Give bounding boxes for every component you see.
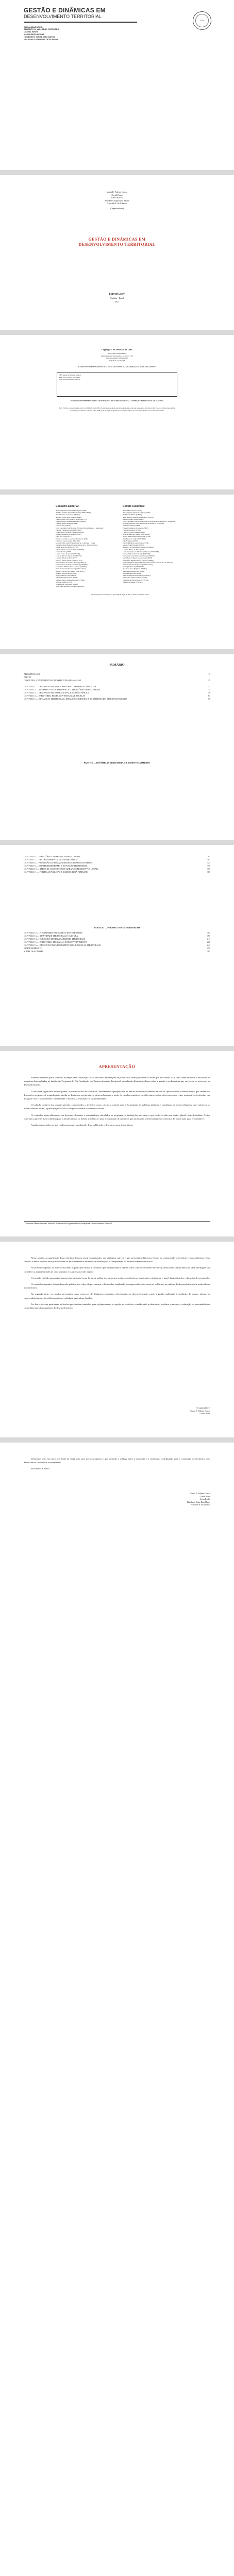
- page-gap: [0, 649, 234, 654]
- council-member: Fernando Antônio Gonçalves Alcoforado (IPB): [56, 537, 88, 540]
- continuation-body: [24, 1256, 210, 1312]
- page-gap: [0, 170, 234, 175]
- toc-entry-page: 91: [208, 855, 210, 858]
- signature-line: Caetal Brum: [199, 1412, 210, 1415]
- isbn-digital: ISBN Digital 978-65-251-0000-0: [59, 374, 81, 376]
- toc-entry-page: 167: [207, 871, 210, 873]
- toc-entry-label: CAPÍTULO 2 — A PERSPECTIVA TERRITORIAL E O TERRITÓRIO EM SEU DEBATE: [24, 688, 101, 691]
- publisher-city: Curitiba - Brasil: [110, 297, 124, 299]
- publisher-name: EDITORA CRV: [109, 293, 125, 295]
- committee-member: Altair Alberto Fávero (UPF): [123, 510, 142, 512]
- committee-member: Maria Lília Imbiriba Sousa Colares (UFOPA): [123, 559, 154, 562]
- council-member: Francisco Carlos Duarte (PUC-PR): [56, 539, 80, 542]
- council-member: Elizeu Clementino de Souza (UNEB): [56, 533, 81, 536]
- paragraph: O segundo capítulo apresenta a perspectiva territorial como forma de análise dos processos sociais, econômicos e ambientais, enfatizando o papel das instituições e das redes de cooperação.: [31, 1276, 210, 1279]
- digital-note: ESTA OBRA TAMBÉM ENCONTRA-SE DISPONÍVEL EM FORMATO DIGITAL. CONHEÇA E BAIXE NOSSO APLICATIVO!: [71, 400, 163, 402]
- toc-part-2: [24, 855, 210, 874]
- toc-entry[interactable]: [24, 698, 210, 701]
- page-gap: [0, 1046, 234, 1051]
- presentation-page: [0, 1051, 234, 1236]
- scientific-committee-list: [123, 510, 185, 583]
- organizers-list: [24, 28, 137, 41]
- toc-entry-label: CAPÍTULO 16 — DESENVOLVIMENTO SUSTENTÁVEL E ESCALAS TERRITORIAIS: [24, 944, 101, 946]
- toc-entry-label: PARTE I: [24, 676, 31, 679]
- toc-entry-label: CAPÍTULO 7 — GESTÃO AMBIENTAL NOS TERRITÓRIOS: [24, 858, 78, 861]
- closing-body: [24, 1457, 210, 1473]
- toc-entry-label: CAPÍTULO 4 — TERRITÓRIO, REDES, GOVERNANÇA E ESCALAS: [24, 694, 86, 697]
- toc-entry-page: 183: [207, 931, 210, 934]
- committee-member: Simone Rodrigues Pinto (UNB): [123, 570, 145, 572]
- council-member: Cesar Gerónimo Tello (Univer. Nacional Três de Febrero - Argentina): [56, 527, 103, 529]
- seal-text: CRV: [195, 14, 209, 27]
- toc-entry-label: SOBRE OS AUTORES: [24, 950, 44, 953]
- author-name: Caetal Brum: [111, 193, 123, 196]
- toc-entry-page: 11: [208, 673, 210, 675]
- scientific-committee-title: Comitê Científico:: [123, 505, 145, 508]
- committee-member: Silvia Regina Canan (URI): [123, 572, 141, 574]
- catalog-card: [57, 372, 177, 397]
- page-gap: [0, 1437, 234, 1443]
- council-member: Jailson Alves dos Santos (UFRJ): [56, 546, 78, 549]
- toc-page-2: [0, 845, 234, 1046]
- toc-entry-label: CAPÍTULO 13 — IDENTIDADE TERRITORIAL E CULTURA: [24, 935, 78, 937]
- continuation-signature: [155, 1406, 210, 1415]
- toc-entry-page: 107: [207, 858, 210, 861]
- signature-line: Humberto Jorge Dias Matos: [187, 1500, 210, 1503]
- toc-entry-page: 259: [207, 947, 210, 950]
- committee-member: Míguel Ángel Rodríguez Macías (Universidade Complutense de Madrid): [123, 561, 173, 564]
- council-member: Maria Cristina dos Santos Bezerra (UFSCar): [56, 561, 87, 564]
- toc-entry-page: 17: [208, 685, 210, 688]
- signature-line: Maria E. Valente Garcia: [190, 1409, 210, 1412]
- committee-member: Vânia Alves Martins Chaigar (FURG): [123, 579, 149, 581]
- committee-member: Vera Lucia Gaspar (UDESC): [123, 581, 143, 583]
- committee-member: Sonia Maria Ferreira Koehler (UNISAL): [123, 574, 151, 577]
- organizer-name: FRANCIELE FERREIRA DE ALMEIDA: [24, 39, 58, 41]
- toc-entry-label: CAPÍTULO 10 — REDES DE COOPERAÇÃO E ARRANJOS PRODUTIVOS LOCAIS: [24, 868, 98, 870]
- toc-entry-label: CAPÍTULO 8 — PRODUÇÃO DO ESPAÇO URBANO E DESENVOLVIMENTO: [24, 861, 93, 864]
- presentation-title: APRESENTAÇÃO: [98, 1064, 136, 1069]
- catalog-page: [0, 335, 234, 489]
- toc-part-3-title: PARTE III — PERSPECTIVAS TERRITORIAIS: [94, 926, 140, 929]
- toc-entry-label: CAPÍTULO 12 — PLANEJAMENTO E GESTÃO DO TERRITÓRIO: [24, 931, 82, 934]
- committee-member: Eliane Rose Maio (UEM): [123, 524, 140, 527]
- council-member: Maria Lília Imbiriba Sousa Colares (UFOPA): [56, 566, 87, 568]
- toc-entry-page: 49: [208, 691, 210, 694]
- committee-member: Elizeu Clementino de Souza (UNEB): [123, 527, 148, 529]
- toc-entry-label: CAPÍTULO 14 — TURISMO E DESENVOLVIMENTO TERRITORIAL: [24, 938, 86, 940]
- toc-entry-page: 15: [208, 679, 210, 682]
- committee-member: Fauston Negreiros (UFPI): [123, 529, 141, 531]
- closing-signature: [155, 1492, 210, 1506]
- committee-member: Kilwangy Kya Kapitango-a-Samba (Unemat): [123, 546, 154, 549]
- paragraph: Boa leitura a todos!: [31, 1467, 50, 1470]
- toc-entry-label: CAPÍTULO 1 — DESENVOLVIMENTO TERRITORIAL: TEORIAS E CONCEITOS: [24, 685, 96, 688]
- toc-entry-label: APRESENTAÇÃO: [24, 673, 40, 675]
- council-member: Rodrigo Pratte-Santos (UFES): [56, 572, 77, 574]
- toc-part-2-title: PARTE II — DINÂMICAS TERRITORIAIS E DESENVOLVIMENTO: [83, 761, 151, 764]
- signature-line: Os organizadores: [196, 1406, 210, 1409]
- council-member: Tadeu Oliver Gonçalves (UFPA): [56, 583, 78, 585]
- council-member: Sydione Santos (UEPG): [56, 581, 73, 583]
- toc-entry[interactable]: [24, 950, 210, 953]
- committee-member: Diosnel Centurion (Univ Autónoma de Assunção - Paraguai): [123, 522, 164, 525]
- council-member: Sérgio Nunes de Jesus (IFRO): [56, 574, 77, 577]
- title-page: [0, 175, 234, 330]
- council-member: Élsio José Corá (UFFS): [56, 535, 72, 538]
- credit-line: Editor-chefe: Railson Moura: [107, 352, 127, 354]
- signature-line: Caetal Brum: [199, 1495, 210, 1498]
- committee-member: Jussara Fraga Portugal (UNEB): [123, 544, 144, 547]
- toc-part-3: [24, 931, 210, 953]
- paragraph: A obra está organizada em três partes. A primeira trata dos conceitos, fundamentos e perspectivas de análise do desenvolvimento territorial, apresentando o debate teórico que sustenta as discussões seguintes. A segunda parte aborda as dinâmicas territoriais e o desenvolvimento a partir de estudos empíricos em diferentes escalas. A terceira parte reúne perspectivas territoriais que dialogam com o planejamento, a identidade, o turismo, a educação e a sustentabilidade.: [24, 1090, 210, 1100]
- committee-member: Francisco Ari de Andrade (UFC): [123, 531, 145, 534]
- author-names: [0, 191, 234, 205]
- toc-entry-label: CAPÍTULO 5 — DINÂMICAS TERRITORIAIS, ESPAÇO GEOGRÁFICO E AS APTIDÕES DO DESENVOLVIMENTO: [24, 698, 127, 700]
- council-member: Aldira Guimarães Duarte Domínguez (UNB): [56, 510, 87, 512]
- council-member: Solange Helena Ximenes-Rocha (UFOPA): [56, 579, 85, 581]
- council-member: Gloria Fariñas León (Universidade de La Havana - Cuba): [56, 542, 95, 545]
- toc-entry-label: CAPÍTULO 15 — TERRITÓRIO, EDUCAÇÃO E DESENVOLVIMENTO: [24, 941, 87, 943]
- committee-member: José de Ribamar Sousa Pereira (UCB): [123, 542, 149, 545]
- council-member: Guillermo Arias Beatón (Universidade de La Havana - Cuba): [56, 544, 97, 547]
- toc-entry-page: 197: [207, 935, 210, 937]
- toc-entry-page: 211: [207, 938, 210, 940]
- legal-footer: 2021. Foi feito o depósito legal conf. Lei 10.994 de 14/12/2004. Proibida a reprodução parcial ou total desta obra sem autorização da Editora CRV. Todos os direitos desta edição reservados pela: Editora CRV. Tel.: (41) 3039-6418 - E-mail: sac@editoracrv.com.br. Conheça os nossos lançamentos: www.editoracrv.com.br: [58, 407, 176, 412]
- organizer-name: BENEDITO A. VALLADÃO PERRUTRO: [24, 28, 59, 30]
- committee-member: Marcos Vinicius Francisco (UNOESTE): [123, 553, 151, 555]
- council-member: Simone Rodrigues Pinto (UNB): [56, 577, 78, 579]
- toc-entry-page: 139: [207, 865, 210, 867]
- council-member: João Adalberto Campato Junior (UNESP): [56, 548, 85, 551]
- book-title: GESTÃO E DINÂMICAS EM DESENVOLVIMENTO TERRITORIAL: [78, 237, 156, 247]
- toc-title: SUMÁRIO: [109, 664, 125, 667]
- committee-member: Maria de Lourdes Pinto de Almeida (UNOESC): [123, 555, 156, 557]
- committee-member: Ana Chrystina Venancio Mignot (UERJ): [123, 512, 151, 514]
- scientific-committee: [123, 505, 185, 583]
- toc-entry-label: ÍNDICE REMISSIVO: [24, 947, 43, 950]
- organizers-label: ORGANIZADORES:: [24, 26, 43, 28]
- continuation-page: [0, 1242, 234, 1437]
- toc-entry-label: CAPÍTULO 9 — EMPREENDEDORISMO E INOVAÇÃO TERRITORIAL: [24, 865, 88, 867]
- committee-member: Anna Augusta Sampaio de Oliveira (UNESP): [123, 516, 154, 518]
- peer-review-note: Este livro passou por avaliação e aprovação às cegas de dois ou mais pareceristas ad hoc.: [91, 594, 149, 596]
- toc-front-matter: [24, 673, 210, 682]
- committee-member: Suzana dos Santos Gomes (UFMG): [123, 577, 147, 579]
- paragraph: Por fim, a terceira parte reúne reflexões que apontam caminhos para o planejamento e a gestão do território, considerando a identidade, a cultura, o turismo, a educação e a sustentabilidade como dimensões fundamentais do desenvolvimento.: [24, 1302, 210, 1310]
- toc-entry[interactable]: [24, 679, 210, 682]
- toc-entry-page: 241: [207, 944, 210, 946]
- committee-member: Andréia N. Militão (UEMS): [123, 514, 142, 516]
- page-gap: [0, 489, 234, 495]
- toc-entry-page: 61: [208, 694, 210, 697]
- paragraph: O trabalho coletivo dos autores permite compreender o território como categoria central para a formulação de políticas públicas e estratégias de desenvolvimento que valorizem as potencialidades locais, a participação social e a cooperação entre os diferentes atores.: [24, 1104, 210, 1110]
- organizer-name: CAETAL BRUM: [24, 31, 38, 33]
- cover-title: GESTÃO E DINÂMICAS EM: [24, 7, 106, 14]
- committee-member: Helder Buenos Aires de Carvalho (UFPI): [123, 535, 151, 538]
- paragraph: Os capítulos foram elaborados por docentes, discentes e pesquisadores vinculados ao programa e a instituições parceiras, o que confere à obra um caráter plural e interdisciplinar. Assim, esperamos que este livro contribua para o fortalecimento do debate acadêmico e para a construção de caminhos que promovam o desenvolvimento territorial de forma mais justa e sustentável.: [24, 1113, 210, 1120]
- committee-member: Gláucia Maria dos Santos Jorge (UFOP): [123, 533, 151, 536]
- toc-entry-label: CAPÍTULO 11 — POLÍTICAS PÚBLICAS E AGRICULTURA FAMILIAR: [24, 871, 88, 873]
- credit-line: Diagramação e Capa: Designers da Editora CRV: [101, 354, 133, 357]
- credit-line: Revisão: Analista de Linguagem: [106, 357, 128, 360]
- paragraph: Desejamos que esta obra seja fonte de inspiração para novas pesquisas e que estimule o diálogo entre a academia e a sociedade, contribuindo para a construção de territórios mais democráticos, inclusivos e sustentáveis.: [24, 1458, 210, 1464]
- cip-heading: DADOS INTERNACIONAIS DE CATALOGAÇÃO NA PUBLICAÇÃO (CIP) CATALOGAÇÃO NA FONTE: [78, 366, 156, 368]
- organizer-name: HUMBERTO JORGE DIAS MATOS: [24, 36, 55, 38]
- toc-entry-page: 75: [208, 698, 210, 700]
- author-name: Franciele F. de Almeida: [107, 202, 127, 205]
- council-member: Andréia da Silva Quintanilha Sousa (UNIR/UFRN): [56, 512, 91, 514]
- paragraph: Podemos entender que o território é sempre uma construção social, resultado das relações de poder e das interações entre os atores que nele atuam. Este livro reúne reflexões e resultados de pesquisas desenvolvidas no âmbito do Programa de Pós-Graduação em Desenvolvimento Territorial, articulando diferentes olhares sobre a gestão e as dinâmicas que envolvem os processos de desenvolvimento.: [24, 1076, 210, 1087]
- editorial-council-title: Conselho Editorial:: [56, 505, 79, 508]
- doi: DOI 10.24824/978652510000.0: [59, 379, 80, 381]
- cover-page: [0, 0, 234, 170]
- presentation-body: [24, 1076, 210, 1129]
- council-member: Elione Maria Nogueira Diogenes (UFAL): [56, 531, 85, 534]
- council-member: Leonel Severo Rocha (UNISINOS): [56, 553, 80, 555]
- organizer-name: MARIA GEISA ROCHA: [24, 33, 45, 36]
- council-member: Eduardo Fernandes Barbosa (UFMG): [56, 529, 81, 531]
- council-member: Antônio Pereira Gaio Júnior (UFRRJ): [56, 516, 82, 518]
- toc-entry-page: 121: [207, 861, 210, 864]
- council-member: Paulo Romualdo Hernandes (UNIFAL-MG): [56, 568, 86, 570]
- page-gap: [0, 330, 234, 335]
- committee-member: Cesar Gerónimo Tello (Universidad Nacional de Três de Febrero - Argentina): [123, 520, 176, 523]
- council-member: Carlos Alberto Vilar Estêvão (UMINHO - PT): [56, 518, 88, 520]
- committee-member: Rosângela Fritsch (UNISINOS): [123, 566, 145, 568]
- paragraph: Nesse sentido, a organização desta coletânea buscou reunir contribuições que dialogam entre si e que apresentam diferentes formas de compreender o território e suas dinâmicas. Cada capítulo oferece ao leitor uma possibilidade de aprofundamento em temas relevantes para a compreensão do desenvolvimento territorial.: [24, 1257, 210, 1263]
- toc-entry-label: CAPÍTULO 3 — DESENVOLVIMENTO REGIONAL E GESTÃO PÚBLICA: [24, 691, 90, 694]
- page-gap: [0, 840, 234, 845]
- council-member: Marcelo Paixão (UFRJ e UTexas - US): [56, 559, 82, 562]
- council-member: Renato Francisco dos Santos Paula (UFG): [56, 570, 85, 572]
- council-member: Lídia de Oliveira Xavier (UNIEURO): [56, 555, 82, 557]
- committee-member: Lourdes Helena da Silva (UFV): [123, 548, 145, 551]
- committee-member: Inês Bragança (UERJ): [123, 539, 138, 542]
- editorial-council-list: [56, 510, 118, 587]
- cover-subtitle: DESENVOLVIMENTO TERRITORIAL: [24, 14, 102, 19]
- toc-part-1: [24, 685, 210, 701]
- credit-line: Imagem da capa: Freepik: [108, 359, 126, 362]
- toc-page-1: [0, 654, 234, 840]
- credits-list: [0, 352, 234, 362]
- author-name: Maria E. Valente Garcia: [106, 191, 128, 193]
- council-member: Carmen Tereza Velanga (UNIR): [56, 522, 78, 525]
- paragraph: Os capítulos seguintes tratam da gestão pública, das redes, da governança e das escalas, ampliando a compreensão sobre como as políticas e as práticas de desenvolvimento se materializam nos territórios.: [24, 1283, 210, 1290]
- organizers-role: (Organizadores): [110, 207, 124, 210]
- presentation-footnote: ¹ Doutora em Desenvolvimento Territorial. Professora do Programa de Pós-Graduação em Desenvolvimento Territorial.: [24, 1221, 210, 1225]
- council-member: Lourdes Helena da Silva (UFV): [56, 557, 78, 560]
- toc-entry-page: 153: [207, 868, 210, 870]
- isbn-print: ISBN Físico 978-65-251-0000-0: [59, 376, 80, 379]
- toc-entry-page: 263: [207, 950, 210, 953]
- paragraph: Agradecemos a todos os que colaboraram com a realização desta publicação e desejamos uma ótima leitura.: [31, 1124, 133, 1127]
- page-gap: [0, 1236, 234, 1242]
- cover-rule: [24, 22, 137, 23]
- toc-entry[interactable]: [24, 871, 210, 874]
- council-member: Maria de Lourdes Pinto de Almeida (UNOESC): [56, 564, 89, 566]
- publisher-seal: [193, 11, 211, 30]
- editorial-council: [56, 505, 118, 587]
- signature-line: Franciele F. de Almeida: [190, 1503, 210, 1506]
- committee-member: Barbara Coelho Neves (UFBA): [123, 518, 144, 520]
- council-member: Celso Conti (UFSCar): [56, 524, 71, 527]
- committee-member: Ilma Passos A. Veiga (UNICEUB): [123, 537, 146, 540]
- council-member: Anselmo Alencar Colares (UFOPA): [56, 514, 80, 516]
- toc-entry-page: 227: [207, 941, 210, 943]
- toc-entry-label: CAPÍTULO 6 — TERRITÓRIO E DESENVOLVIMENTO RURAL: [24, 855, 81, 858]
- committee-member: Paulo Romualdo Hernandes (UNIFAL-MG): [123, 564, 153, 566]
- committee-member: Maria Eurácia Barreto de Andrade (UFRB): [123, 557, 153, 560]
- council-member: Tania Suely Azevedo Brasileiro (UFOPA): [56, 585, 85, 588]
- committee-member: Lucia Marisy Souza Ribeiro de Oliveira (UNIVASF): [123, 550, 159, 553]
- council-member: Carlos Federico Dominguez Avila (Unieuro): [56, 520, 86, 523]
- committee-member: Rosemary Dore Heijmans (UFMG): [123, 568, 147, 570]
- author-name: Geisa Rocha: [111, 196, 123, 199]
- closing-page: [0, 1443, 234, 2576]
- copyright-header: Copyright © da Editora CRV Ltda.: [101, 348, 133, 351]
- publication-year: 2021: [115, 300, 119, 303]
- signature-line: Maria E. Valente Garcia: [190, 1492, 210, 1495]
- toc-entry-label: CONCEITOS, FUNDAMENTOS E PERSPECTIVAS DE ANÁLISE: [24, 679, 81, 682]
- author-name: Humberto Jorge Dias Matos: [105, 199, 129, 202]
- council-member: Josania Portela (UFPI): [56, 550, 72, 553]
- signature-line: Geisa Rocha: [199, 1498, 210, 1501]
- paragraph: No primeiro capítulo, os autores discutem as principais teorias e conceitos que fundamentam o debate sobre o desenvolvimento territorial, destacando a importância de uma abordagem que considere as especificidades de cada território e os atores que nele atuam.: [24, 1266, 210, 1273]
- paragraph: Na segunda parte, os estudos apresentam casos concretos de dinâmicas territoriais relacionadas ao desenvolvimento rural, à gestão ambiental, à produção do espaço urbano, ao empreendedorismo e às políticas públicas voltadas à agricultura familiar.: [24, 1293, 210, 1299]
- council-page: [0, 495, 234, 649]
- toc-entry-page: 33: [208, 688, 210, 691]
